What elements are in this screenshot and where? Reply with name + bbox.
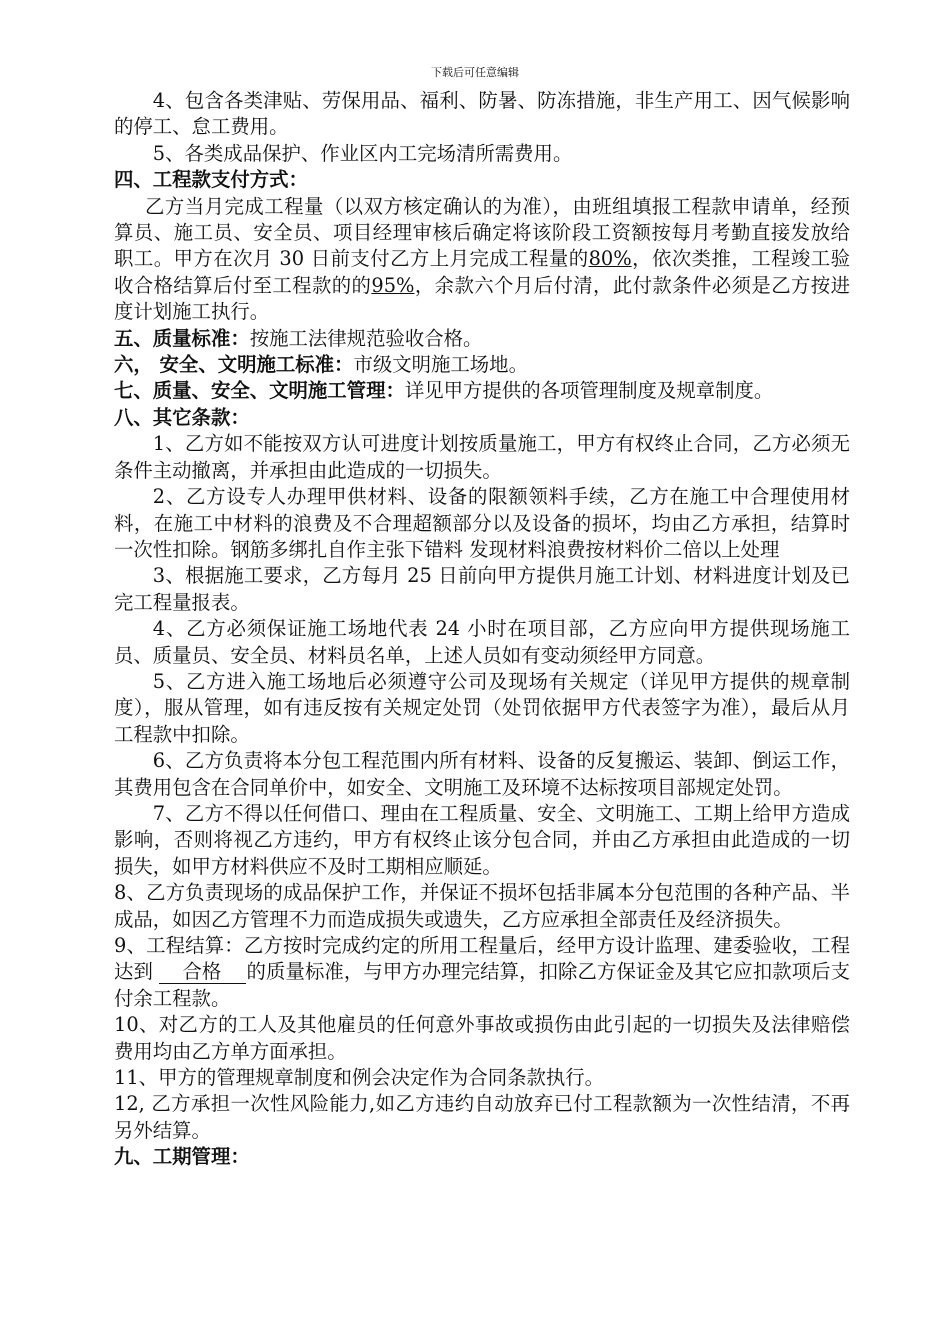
section-5-title: 五、质量标准： — [114, 326, 250, 350]
section-6-body: 市级文明施工场地。 — [353, 353, 528, 377]
section-4-body — [114, 194, 850, 326]
item-5-protection: 5、各类成品保护、作业区内工完场清所需费用。 — [152, 141, 573, 165]
clause-3: 3、根据施工要求，乙方每月 25 日前向甲方提供月施工计划、材料进度计划及已完工程量报表。 — [114, 564, 850, 614]
payment-percent-final: 95% — [371, 273, 415, 297]
clause-9 — [114, 933, 850, 1012]
clause-10: 10、对乙方的工人及其他雇员的任何意外事故或损伤由此引起的一切损失及法律赔偿费用均由乙方单方面承担。 — [114, 1013, 850, 1063]
section-5 — [114, 326, 850, 352]
clause-4: 4、乙方必须保证施工场地代表 24 小时在项目部，乙方应向甲方提供现场施工员、质量员、安全员、材料员名单，上述人员如有变动须经甲方同意。 — [114, 617, 850, 667]
section-7-title: 七、质量、安全、文明施工管理： — [114, 379, 405, 403]
quality-standard-blank: 合格 — [159, 961, 246, 984]
section-6-title: 六， 安全、文明施工标准： — [114, 353, 354, 377]
section-4-text-2: ，依次类推，工程竣工验收合格结算后付至工程款的的 — [114, 247, 850, 297]
clause-7: 7、乙方不得以任何借口、理由在工程质量、安全、文明施工、工期上给甲方造成 影响，否则将视乙方违约，甲方有权终止该分包合同，并由乙方承担由此造成的一切损失，如甲方材料供应不及时工期相应顺延。 — [114, 801, 850, 878]
section-5-body: 按施工法律规范验收合格。 — [249, 326, 483, 350]
item-4-allowances: 4、包含各类津贴、劳保用品、福利、防暑、防冻措施，非生产用工、因气候影响的停工、怠工费用。 — [114, 89, 850, 139]
clause-5: 5、乙方进入施工场地后必须遵守公司及现场有关规定（详见甲方提供的规章制度），服从管理，如有违反按有关规定处罚（处罚依据甲方代表签字为准），最后从月工程款中扣除。 — [114, 669, 850, 746]
section-4-text-3: ，余款六个月后付清，此付款条件必须是乙方按进度计划施工执行。 — [114, 273, 850, 324]
clause-12: 12, 乙方承担一次性风险能力,如乙方违约自动放弃已付工程款额为一次性结清，不再另外结算。 — [114, 1092, 850, 1142]
section-7 — [114, 378, 850, 404]
section-4-title: 四、工程款支付方式： — [114, 168, 308, 192]
section-7-body: 详见甲方提供的各项管理制度及规章制度。 — [404, 379, 774, 403]
clause-1: 1、乙方如不能按双方认可进度计划按质量施工，甲方有权终止合同，乙方必须无条件主动撤离，并承担由此造成的一切损失。 — [114, 432, 850, 482]
section-6 — [114, 352, 850, 378]
section-4-text-1: 乙方当月完成工程量（以双方核定确认的为准），由班组填报工程款申请单，经预算员、施工员、安全员、项目经理审核后确定将该阶段工资额按每月考勤直接发放给职工。甲方在次月 30 日前支付乙方上月完成工程量的 — [114, 194, 850, 271]
section-9-title: 九、工期管理： — [114, 1145, 250, 1169]
clause-8: 8、乙方负责现场的成品保护工作，并保证不损坏包括非属本分包范围的各种产品、半成品，如因乙方管理不力而造成损失或遗失，乙方应承担全部责任及经济损失。 — [114, 881, 850, 931]
payment-percent-monthly: 80% — [588, 247, 632, 271]
clause-9-text-1: 9、工程结算：乙方按时完成约定的所用工程量后，经甲方设计监理、建委验收，工程达到 — [114, 934, 850, 984]
document-body — [114, 88, 850, 1171]
header-note: 下载后可任意编辑 — [431, 66, 519, 79]
clause-9-text-2: 的质量标准，与甲方办理完结算，扣除乙方保证金及其它应扣款项后支付余工程款。 — [114, 960, 851, 1010]
section-8-title: 八、其它条款： — [114, 405, 250, 429]
clause-11: 11、甲方的管理规章制度和例会决定作为合同条款执行。 — [114, 1066, 605, 1090]
clause-6: 6、乙方负责将本分包工程范围内所有材料、设备的反复搬运、装卸、倒运工作，其费用包含在合同单价中，如安全、文明施工及环境不达标按项目部规定处罚。 — [114, 749, 850, 799]
clause-2: 2、乙方设专人办理甲供材料、设备的限额领料手续，乙方在施工中合理使用材料，在施工中材料的浪费及不合理超额部分以及设备的损坏，均由乙方承担，结算时一次性扣除。钢筋多绑扎自作主张下错料 发现材料浪费按材料价二倍以上处理 — [114, 485, 850, 561]
